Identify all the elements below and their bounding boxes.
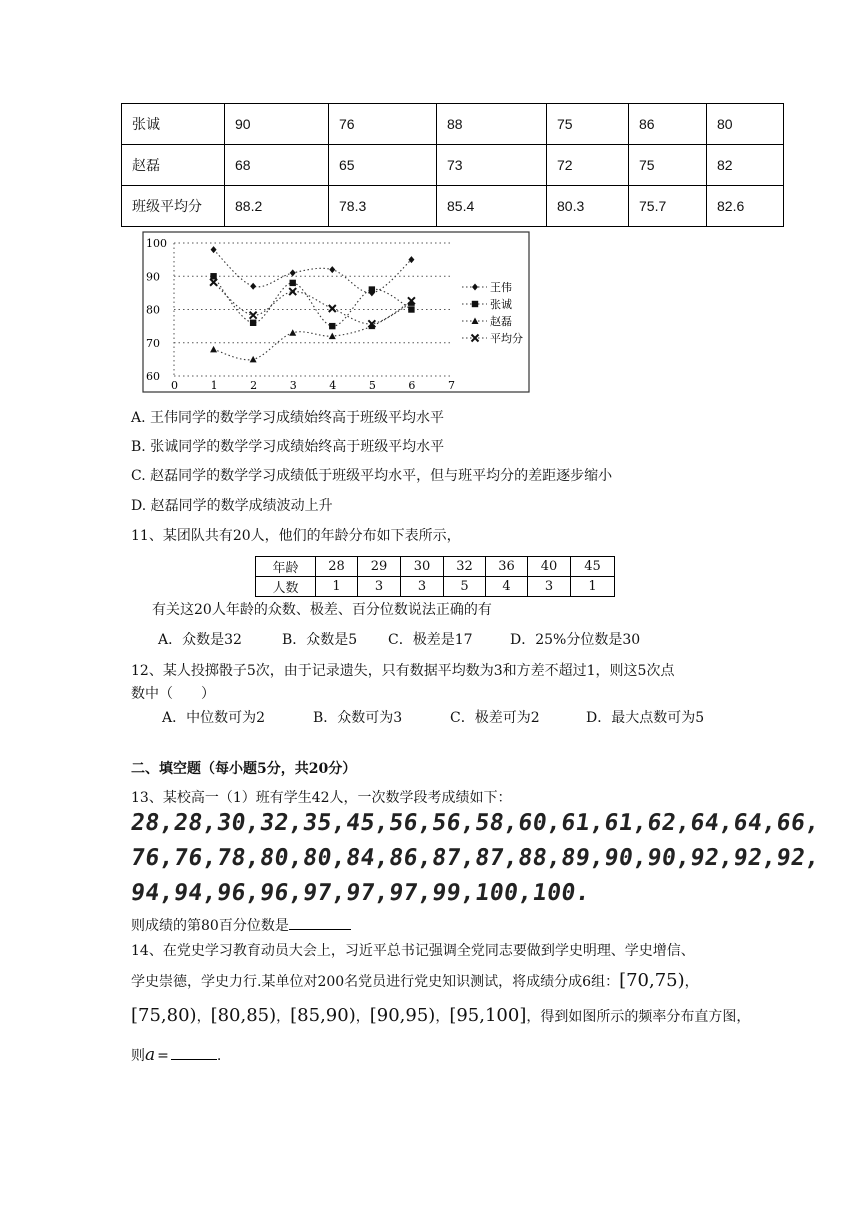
score-row-name: 赵磊	[122, 145, 225, 186]
count-cell: 1	[316, 577, 358, 597]
score-line-chart	[142, 231, 530, 393]
age-cell: 32	[444, 557, 486, 577]
q11-option-d: D．25%分位数是30	[510, 632, 641, 648]
q14-line-2-text: 学史崇德，学史力行.某单位对200名党员进行党史知识测试，将成绩分成6组：	[131, 974, 620, 990]
q14-line-4	[131, 1045, 221, 1065]
x-tick-label: 7	[448, 379, 455, 392]
score-cell: 80.3	[547, 186, 629, 227]
point-square	[472, 301, 478, 307]
score-cell: 82	[707, 145, 784, 186]
count-cell: 1	[571, 577, 615, 597]
x-tick-label: 0	[171, 379, 178, 392]
x-tick-label: 5	[368, 379, 376, 392]
q11-option-a: A．众数是32	[158, 632, 242, 648]
age-cell: 28	[316, 557, 358, 577]
score-cell: 78.3	[329, 186, 437, 227]
q11-option-b: B．众数是5	[282, 632, 358, 648]
score-cell: 75.7	[629, 186, 707, 227]
count-cell: 3	[401, 577, 444, 597]
q14-line-3-tail: ，得到如图所示的频率分布直方图，	[526, 1009, 751, 1025]
age-cell: 45	[571, 557, 615, 577]
x-tick-label: 4	[329, 379, 337, 392]
chart-frame	[143, 232, 529, 392]
q13-scores-line-1: 28,28,30,32,35,45,56,56,58,60,61,61,62,64,64,66,	[129, 810, 822, 836]
point-square	[250, 320, 256, 326]
y-tick-label: 100	[146, 237, 167, 250]
legend-label: 平均分	[490, 332, 523, 345]
count-cell: 4	[486, 577, 528, 597]
age-cell: 36	[486, 557, 528, 577]
count-row	[256, 577, 615, 597]
point-square	[210, 273, 216, 279]
q11-option-c: C．极差是17	[388, 632, 473, 648]
legend-label: 赵磊	[490, 315, 512, 328]
q14-interval-3: [80,85)	[210, 1005, 277, 1026]
age-row	[256, 557, 615, 577]
q13-answer-prompt: 则成绩的第80百分位数是	[131, 918, 289, 934]
y-tick-label: 60	[146, 370, 160, 383]
point-square	[329, 323, 335, 329]
q14-interval-1: [70,75)	[619, 970, 685, 991]
x-tick-label: 2	[250, 379, 258, 392]
q14-line-4-end: .	[216, 1048, 222, 1064]
q12-option-d: D．最大点数可为5	[586, 710, 705, 726]
score-cell: 80	[707, 104, 784, 145]
score-cell: 76	[329, 104, 437, 145]
x-tick-label: 3	[289, 379, 297, 392]
score-cell: 75	[629, 145, 707, 186]
q10-option-c: C. 赵磊同学的数学学习成绩低于班级平均水平，但与班平均分的差距逐步缩小	[131, 468, 613, 484]
score-row-name: 张诚	[122, 104, 225, 145]
q14-line-4-prefix: 则	[131, 1048, 145, 1064]
q11-question: 有关这20人年龄的众数、极差、百分位数说法正确的有	[152, 602, 492, 618]
q14-variable-a: a	[145, 1045, 156, 1065]
age-cell: 30	[401, 557, 444, 577]
q10-option-d: D. 赵磊同学的数学成绩波动上升	[131, 498, 333, 514]
score-cell: 88	[437, 104, 547, 145]
q13-scores-line-2: 76,76,78,80,80,84,86,87,87,88,89,90,90,92,92,92,	[129, 845, 822, 871]
q13-stem: 13、某校高一（1）班有学生42人，一次数学段考成绩如下：	[131, 790, 512, 806]
q14-line-3: [75,80)，[80,85)，[85,90)，[90,95)，[95,100]，得到如图所示的频率分布直方图，	[131, 1005, 751, 1026]
score-cell: 88.2	[225, 186, 329, 227]
legend-label: 张诚	[490, 298, 512, 311]
q14-answer-blank[interactable]	[171, 1059, 217, 1060]
q14-equals: =	[157, 1048, 169, 1064]
y-tick-label: 80	[146, 303, 160, 317]
score-cell: 72	[547, 145, 629, 186]
score-cell: 73	[437, 145, 547, 186]
q14-interval-4: [85,90)	[290, 1005, 356, 1026]
q14-line-1: 14、在党史学习教育动员大会上，习近平总书记强调全党同志要做到学史明理、学史增信、	[131, 943, 695, 959]
count-cell: 3	[528, 577, 571, 597]
score-cell: 65	[329, 145, 437, 186]
age-cell: 29	[358, 557, 401, 577]
q13-answer-line	[131, 915, 351, 935]
age-cell: 40	[528, 557, 571, 577]
q13-scores-line-3: 94,94,96,96,97,97,97,99,100,100.	[129, 880, 592, 906]
count-cell: 5	[444, 577, 486, 597]
q12-option-a: A．中位数可为2	[162, 710, 266, 726]
score-cell: 75	[547, 104, 629, 145]
q14-line-2: 学史崇德，学史力行.某单位对200名党员进行党史知识测试，将成绩分成6组：[70,75)，	[131, 970, 699, 991]
point-square	[369, 286, 375, 292]
score-table-row	[122, 104, 784, 145]
score-table-row	[122, 186, 784, 227]
score-table	[121, 103, 784, 227]
q11-stem: 11、某团队共有20人，他们的年龄分布如下表所示，	[131, 528, 461, 544]
x-tick-label: 6	[408, 379, 416, 392]
age-table	[255, 556, 615, 597]
q10-option-a: A. 王伟同学的数学学习成绩始终高于班级平均水平	[131, 410, 445, 426]
score-cell: 86	[629, 104, 707, 145]
score-cell: 82.6	[707, 186, 784, 227]
score-cell: 85.4	[437, 186, 547, 227]
count-header-label: 人数	[256, 577, 316, 597]
q10-option-b: B. 张诚同学的数学学习成绩始终高于班级平均水平	[131, 439, 445, 455]
age-header-label: 年龄	[256, 557, 316, 577]
q14-interval-2: [75,80)	[131, 1005, 197, 1026]
legend-label: 王伟	[490, 281, 512, 294]
q14-interval-5: [90,95)	[369, 1005, 436, 1026]
y-tick-label: 90	[146, 270, 160, 284]
x-tick-label: 1	[210, 379, 218, 392]
q12-option-c: C．极差可为2	[450, 710, 540, 726]
score-row-name: 班级平均分	[122, 186, 225, 227]
point-square	[408, 306, 414, 312]
point-square	[290, 280, 296, 286]
count-cell: 3	[358, 577, 401, 597]
q13-answer-blank[interactable]	[289, 929, 351, 930]
q12-stem-line2: 数中（ ）	[131, 686, 215, 702]
score-table-row	[122, 145, 784, 186]
score-cell: 90	[225, 104, 329, 145]
section-2-title: 二、填空题（每小题5分，共20分）	[131, 761, 357, 777]
q14-interval-6: [95,100]	[449, 1005, 527, 1026]
y-tick-label: 70	[146, 336, 160, 350]
score-cell: 68	[225, 145, 329, 186]
q12-option-b: B．众数可为3	[313, 710, 403, 726]
q12-stem-line1: 12、某人投掷骰子5次，由于记录遗失，只有数据平均数为3和方差不超过1，则这5次点	[131, 663, 675, 679]
